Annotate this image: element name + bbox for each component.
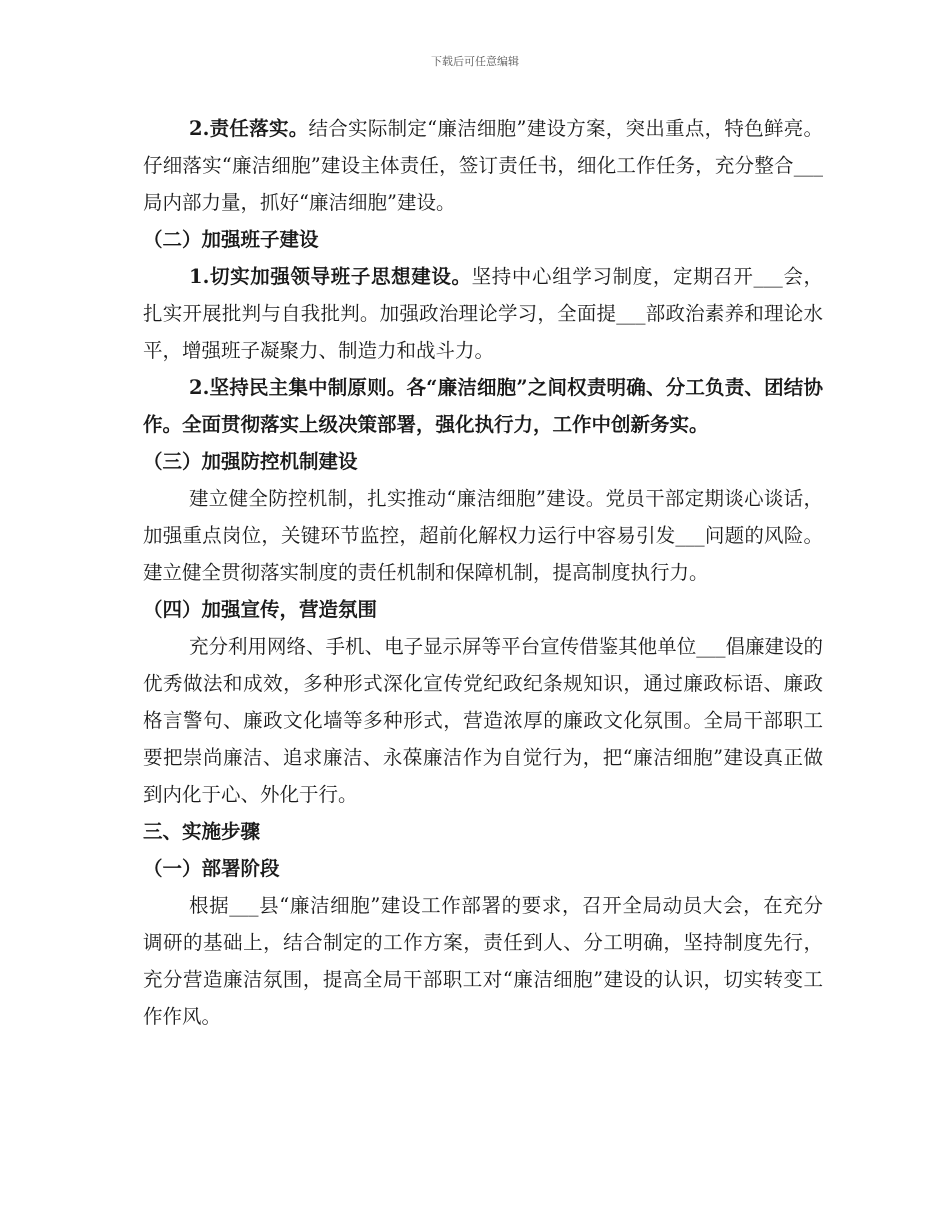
paragraph-responsibility (143, 110, 823, 221)
section-heading: （四）加强宣传，营造氛围 (143, 598, 378, 621)
section-heading: （一）部署阶段 (143, 857, 280, 880)
section-heading: （二）加强班子建设 (143, 228, 319, 251)
document-body (143, 110, 823, 1035)
header-note: 下载后可任意编辑 (431, 55, 519, 68)
paragraph-publicity: 充分利用网络、手机、电子显示屏等平台宣传借鉴其他单位___倡廉建设的优秀做法和成效，多种形式深化宣传党纪政纪条规知识，通过廉政标语、廉政格言警句、廉政文化墙等多种形式，营造浓厚的廉政文化氛围。全局干部职工要把崇尚廉洁、追求廉洁、永葆廉洁作为自觉行为，把“廉洁细胞”建设真正做到内化于心、外化于行。 (143, 635, 823, 806)
paragraph-text: 坚持中心组学习制度，定期召开___会，扎实开展批判与自我批判。加强政治理论学习，全面提___部政治素养和理论水平，增强班子凝聚力、制造力和战斗力。 (143, 265, 823, 362)
paragraph-lead: 2.责任落实。 (189, 117, 309, 140)
paragraph-prevention: 建立健全防控机制，扎实推动“廉洁细胞”建设。党员干部定期谈心谈话，加强重点岗位，关键环节监控，超前化解权力运行中容易引发___问题的风险。建立健全贯彻落实制度的责任机制和保障机制，提高制度执行力。 (143, 487, 823, 584)
paragraph-deployment: 根据___县“廉洁细胞”建设工作部署的要求，召开全局动员大会，在充分调研的基础上，结合制定的工作方案，责任到人、分工明确，坚持制度先行，充分营造廉洁氛围，提高全局干部职工对“廉洁细胞”建设的认识，切实转变工作作风。 (143, 894, 823, 1028)
paragraph-lead: 1.切实加强领导班子思想建设。 (189, 265, 472, 288)
section-heading: （三）加强防控机制建设 (143, 450, 358, 473)
paragraph-democratic-centralism: 2.坚持民主集中制原则。各“廉洁细胞”之间权责明确、分工负责、团结协作。全面贯彻落实上级决策部署，强化执行力，工作中创新务实。 (143, 376, 823, 436)
paragraph-text: 结合实际制定“廉洁细胞”建设方案，突出重点，特色鲜亮。仔细落实“廉洁细胞”建设主体责任，签订责任书，细化工作任务，充分整合___局内部力量，抓好“廉洁细胞”建设。 (143, 117, 823, 214)
section-heading: 三、实施步骤 (143, 820, 261, 843)
paragraph-leadership (143, 258, 823, 369)
